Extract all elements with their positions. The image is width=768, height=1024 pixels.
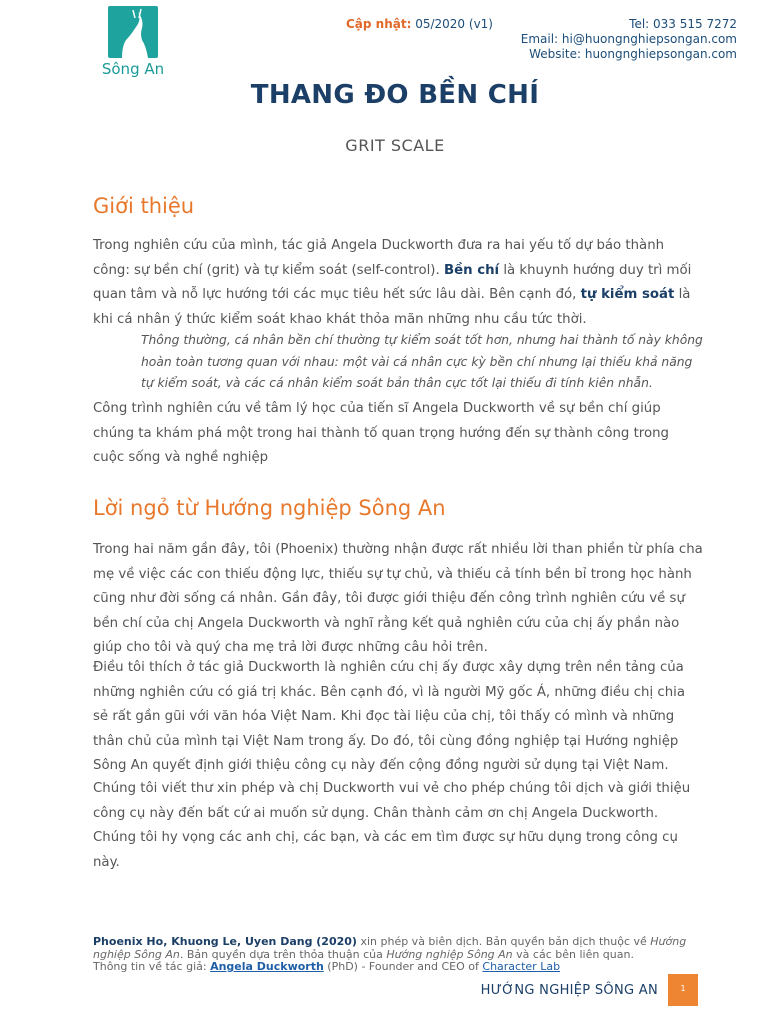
footer-text-2: . Bản quyền dựa trên thỏa thuận của: [179, 947, 387, 961]
intro-paragraph-1: [93, 234, 703, 332]
contact-email[interactable]: Email: hi@huongnghiepsongan.com: [520, 32, 737, 46]
song-an-logo-icon: [108, 6, 158, 58]
page-number-box: [668, 974, 698, 1006]
letter-paragraph-2: Điều tôi thích ở tác giả Duckworth là nghiên cứu chị ấy được xây dựng trên nền tảng của những nghiên cứu có giá trị khác. Bên cạnh đó, vì là người Mỹ gốc Á, những điều chị chia sẻ rất gần gũi với văn hóa Việt Nam. Khi đọc tài liệu của chị, tôi thấy có mình và những thân chủ của mình tại Việt Nam trong ấy. Do đó, tôi cùng đồng nghiệp tại Hướng nghiệp Sông An quyết định giới thiệu công cụ này đến cộng đồng người sử dụng tại Việt Nam.: [93, 660, 685, 773]
intro-heading: Giới thiệu: [93, 194, 195, 218]
contact-tel: Tel: 033 515 7272: [629, 17, 737, 31]
footer-org-2: Hướng nghiệp Sông An: [386, 947, 513, 961]
logo: [94, 6, 172, 78]
intro-paragraph-2: Công trình nghiên cứu về tâm lý học của tiến sĩ Angela Duckworth về sự bền chí giúp chúng ta khám phá một trong hai thành tố quan trọng hướng đến sự thành công trong cuộc sống và nghề nghiệp: [93, 401, 669, 465]
author-link[interactable]: Angela Duckworth: [210, 960, 324, 973]
intro-quote: Thông thường, cá nhân bền chí thường tự kiểm soát tốt hơn, nhưng hai thành tố này không hoàn toàn tương quan với nhau: một vài cá nhân cực kỳ bền chí nhưng lại thiếu khả năng tự kiểm soát, và các cá nhân kiểm soát bản thân cực tốt lại thiếu đi tính kiên nhẫn.: [141, 333, 703, 390]
update-info: [346, 17, 493, 31]
update-value: 05/2020 (v1): [415, 17, 493, 31]
footer-text-1: xin phép và biên dịch. Bản quyền bản dịch thuộc về: [356, 935, 651, 948]
character-lab-link[interactable]: Character Lab: [482, 960, 561, 973]
letter-paragraph-1: Trong hai năm gần đây, tôi (Phoenix) thường nhận được rất nhiều lời than phiền từ phía cha mẹ về việc các con thiếu động lực, thiếu sự tự chủ, và thiếu cả tính bền bỉ trong học hành cũng như đời sống cá nhân. Gần đây, tôi được giới thiệu đến công trình nghiên cứu về sự bền chí của chị Angela Duckworth và nghĩ rằng kết quả nghiên cứu của chị ấy phần nào giúp cho tôi và quý cha mẹ trả lời được những câu hỏi trên.: [93, 542, 703, 655]
intro-p1-a: Trong nghiên cứu của mình, tác giả Angela Duckworth đưa ra hai yếu tố dự báo thành công: sự bền chí (grit) và tự kiểm soát (self-control).: [93, 238, 665, 278]
term-grit: Bền chí: [443, 262, 500, 278]
contact-website[interactable]: Website: huongnghiepsongan.com: [529, 47, 737, 61]
intro-p1-d: là khi cá nhân ý thức kiểm soát khao khát thỏa mãn những nhu cầu tức thời.: [93, 287, 691, 327]
footer-text-3: và các bên liên quan.: [512, 947, 634, 961]
letter-heading: Lời ngỏ từ Hướng nghiệp Sông An: [93, 496, 446, 520]
page-subtitle: GRIT SCALE: [345, 136, 445, 155]
footer-org-1: Hướng nghiệp Sông An: [93, 935, 687, 961]
logo-text: Sông An: [101, 60, 165, 78]
page-number: 1: [680, 984, 686, 993]
update-label: Cập nhật:: [346, 17, 412, 31]
footer-authors: Phoenix Ho, Khuong Le, Uyen Dang (2020): [93, 935, 357, 948]
term-self-control: tự kiểm soát: [580, 287, 675, 302]
contact-block: [521, 17, 737, 62]
footer-info-label: Thông tin về tác giả:: [93, 960, 211, 973]
footer-notes: [93, 936, 703, 974]
letter-paragraph-3: Chúng tôi viết thư xin phép và chị Duckworth vui vẻ cho phép chúng tôi dịch và giới thiệu công cụ này đến bất cứ ai muốn sử dụng. Chân thành cảm ơn chị Angela Duckworth. Chúng tôi hy vọng các anh chị, các bạn, và các em tìm được sự hữu dụng trong công cụ này.: [93, 781, 691, 870]
intro-p1-c: là khuynh hướng duy trì mối quan tâm và nỗ lực hướng tới các mục tiêu hết sức lâu dài. Bên cạnh đó,: [93, 262, 692, 302]
page-title: THANG ĐO BỀN CHÍ: [250, 80, 540, 110]
footer-brand: HƯỚNG NGHIỆP SÔNG AN: [480, 983, 658, 998]
footer-info-mid: (PhD) - Founder and CEO of: [323, 960, 483, 973]
